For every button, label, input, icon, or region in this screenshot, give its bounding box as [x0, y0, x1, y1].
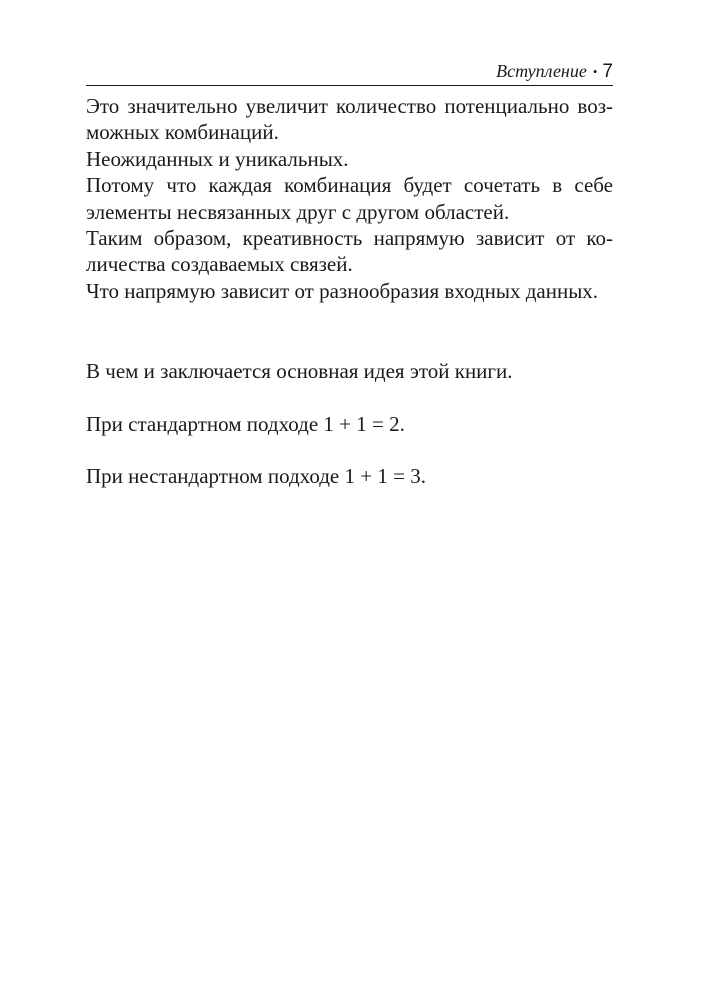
paragraph: Таким образом, креативность напрямую зависит от количества создаваемых связей.: [86, 226, 613, 277]
paragraph: Что напрямую зависит от разнообразия входных данных.: [86, 278, 599, 303]
paragraph: В чем и заключается основная идея этой книги.: [86, 359, 513, 384]
blank-space: [86, 385, 613, 411]
paragraph: Потому что каждая комбинация будет сочетать в себе элементы несвязанных друг с другом областей.: [86, 173, 613, 224]
paragraph: При стандартном подходе 1 + 1 = 2.: [86, 411, 405, 436]
blank-space: [86, 437, 613, 463]
running-header: [86, 58, 613, 84]
blank-space: [86, 304, 613, 358]
body-text: [86, 93, 613, 489]
paragraph: Это значительно увеличит количество потенциально возможных комбинаций.: [86, 94, 613, 145]
paragraph: При нестандартном подходе 1 + 1 = 3.: [86, 464, 426, 489]
page-number: 7: [602, 61, 613, 82]
bullet-separator: •: [592, 64, 598, 79]
section-title: Вступление: [496, 61, 587, 81]
paragraph: Неожиданных и уникальных.: [86, 146, 349, 171]
header-rule: [86, 85, 613, 86]
